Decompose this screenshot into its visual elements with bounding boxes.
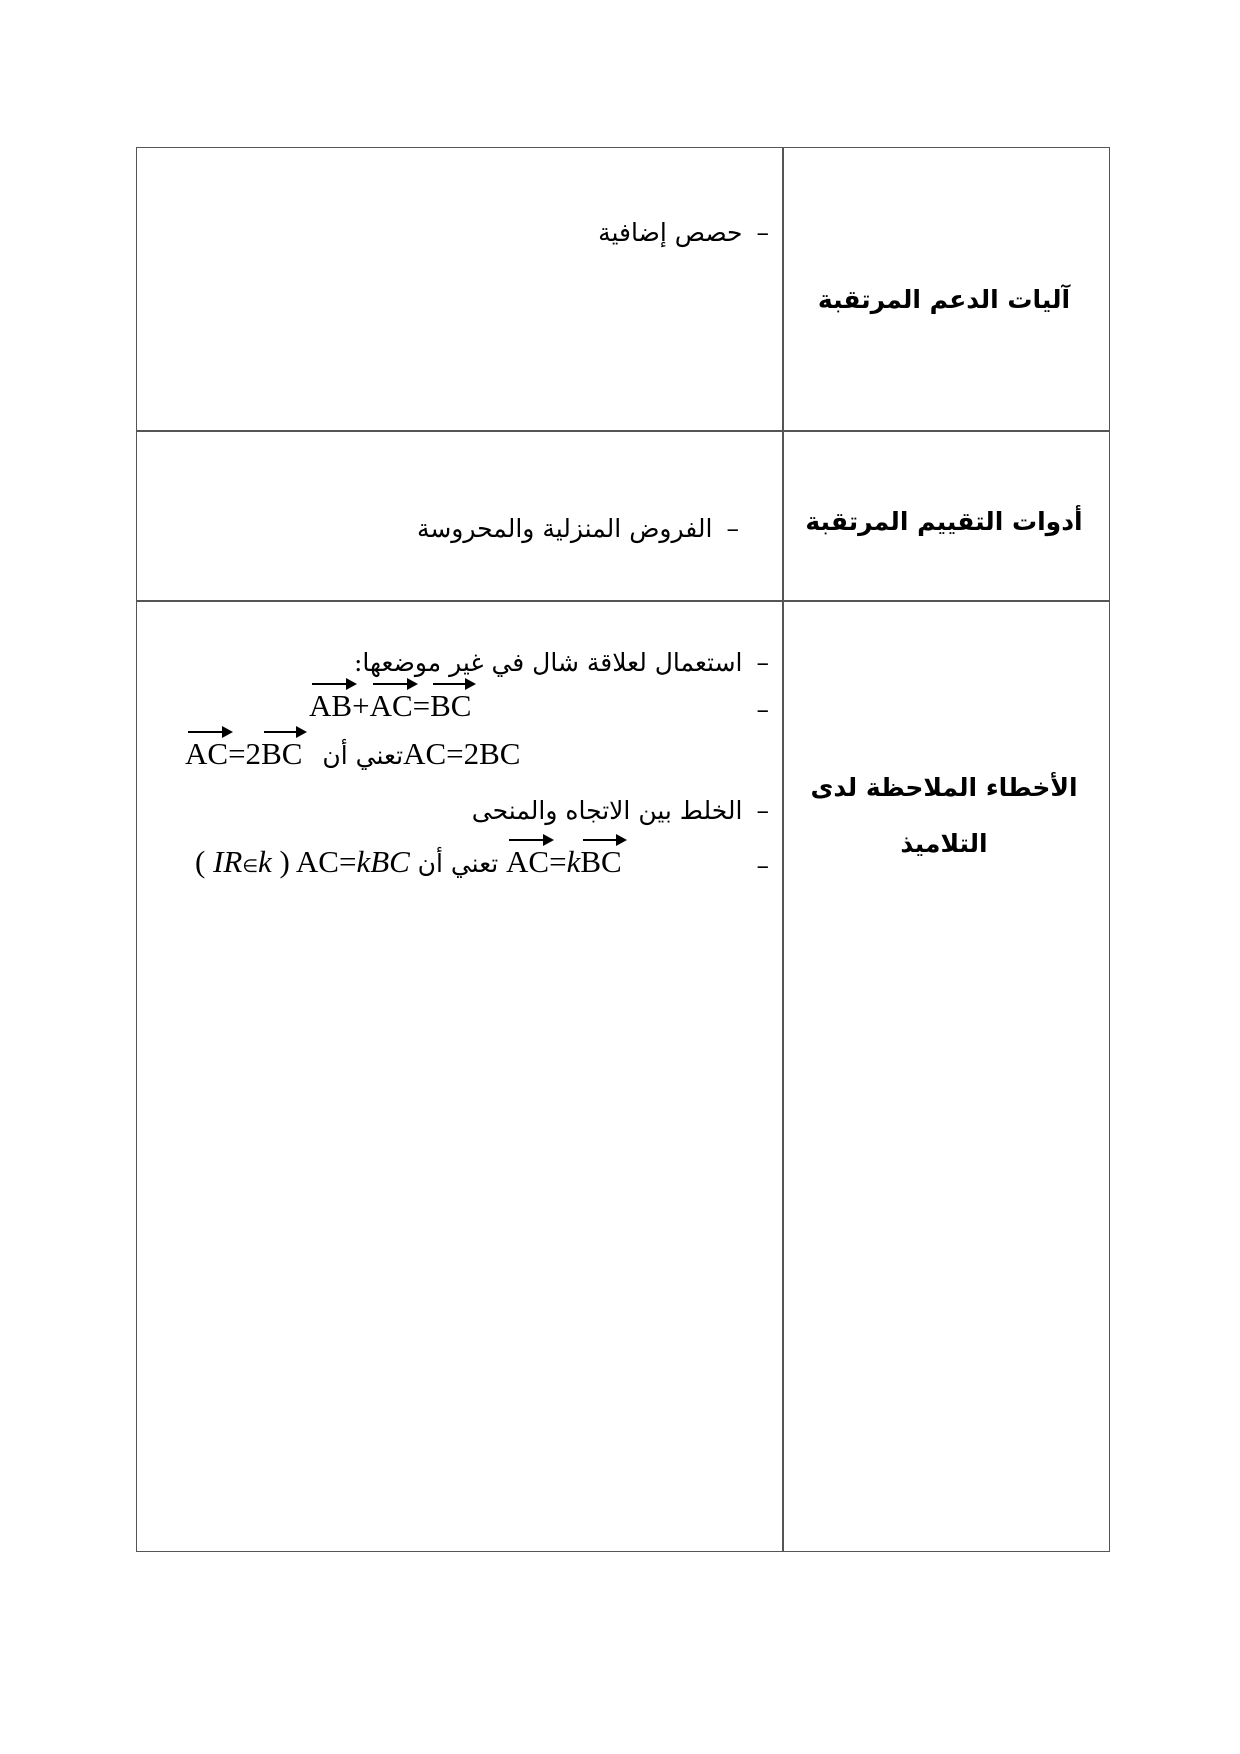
document-table (136, 147, 1110, 1552)
assessment-item-text: الفروض المنزلية والمحروسة (416, 514, 713, 543)
support-item (598, 218, 769, 247)
row-label-errors (785, 760, 1103, 872)
assessment-item (417, 514, 739, 543)
error-item-direction (472, 796, 769, 825)
formula-chasles-misuse: AB+AC=BC (309, 688, 472, 723)
row-label-assessment: أدوات التقييم المرتقبة (805, 507, 1083, 536)
vector-ac: AC (369, 688, 413, 723)
row-label-errors-line1: الأخطاء الملاحظة لدى (810, 773, 1078, 802)
formula-collinear: ( IR∈k ) AC=kBC تعني أن AC=kBC (195, 844, 622, 879)
column-divider (782, 148, 784, 1551)
vector-ac: AC (506, 844, 550, 879)
bullet-dash-4: – (756, 851, 769, 880)
vector-ac: AC (185, 736, 229, 771)
support-item-text: حصص إضافية (598, 218, 743, 247)
bullet-dash: – (756, 796, 769, 825)
bullet-dash-2: – (756, 695, 769, 724)
row-divider (137, 600, 1109, 602)
vector-ab: AB (309, 688, 353, 723)
error-item-direction-text: الخلط بين الاتجاه والمنحى (471, 796, 743, 825)
row-label-support: آليات الدعم المرتقبة (817, 285, 1071, 314)
bullet-dash: – (756, 218, 769, 247)
vector-bc: BC (580, 844, 622, 879)
bullet-dash: – (726, 514, 739, 543)
row-divider (137, 430, 1109, 432)
formula-vector-length: AC=2BC تعني أنAC=2BC (185, 736, 521, 771)
vector-bc: BC (430, 688, 472, 723)
row-label-errors-line2: التلاميذ (900, 829, 988, 858)
bullet-dash: – (756, 648, 769, 677)
error-item-chasles (354, 648, 769, 677)
error-item-chasles-text: استعمال لعلاقة شال في غير موضعها: (353, 648, 743, 677)
vector-bc: BC (261, 736, 303, 771)
